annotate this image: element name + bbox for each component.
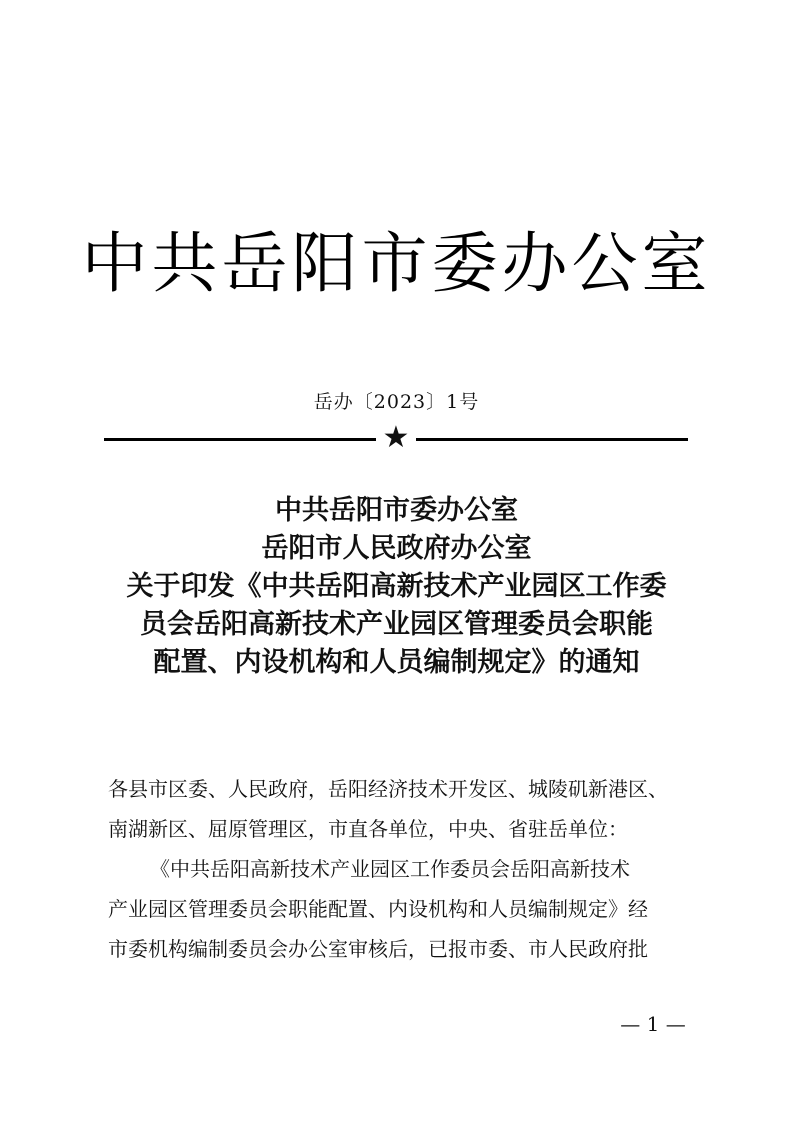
recipients-line: 各县市区委、人民政府，岳阳经济技术开发区、城陵矶新港区、 (108, 777, 668, 801)
separator-line-left (104, 438, 376, 441)
issuing-authority-heading: 中共岳阳市委办公室 (81, 225, 712, 302)
title-line: 员会岳阳高新技术产业园区管理委员会职能 (140, 609, 653, 640)
title-line: 关于印发《中共岳阳高新技术产业园区工作委 (126, 571, 667, 602)
document-body (108, 769, 696, 969)
star-icon: ★ (382, 420, 410, 455)
body-line: 《中共岳阳高新技术产业园区工作委员会岳阳高新技术 (150, 857, 630, 881)
document-title (80, 492, 713, 682)
separator-line-right (416, 438, 688, 441)
document-number: 岳办〔2023〕1号 (313, 391, 480, 413)
header-separator (104, 420, 688, 455)
title-line: 配置、内设机构和人员编制规定》的通知 (153, 647, 640, 678)
recipients-line: 南湖新区、屈原管理区，市直各单位，中央、省驻岳单位： (108, 817, 628, 841)
body-line: 市委机构编制委员会办公室审核后，已报市委、市人民政府批 (108, 937, 648, 961)
body-line: 产业园区管理委员会职能配置、内设机构和人员编制规定》经 (108, 897, 648, 921)
title-line: 岳阳市人民政府办公室 (261, 533, 532, 564)
title-line: 中共岳阳市委办公室 (275, 495, 518, 526)
page-number: — 1 — (620, 1012, 686, 1036)
